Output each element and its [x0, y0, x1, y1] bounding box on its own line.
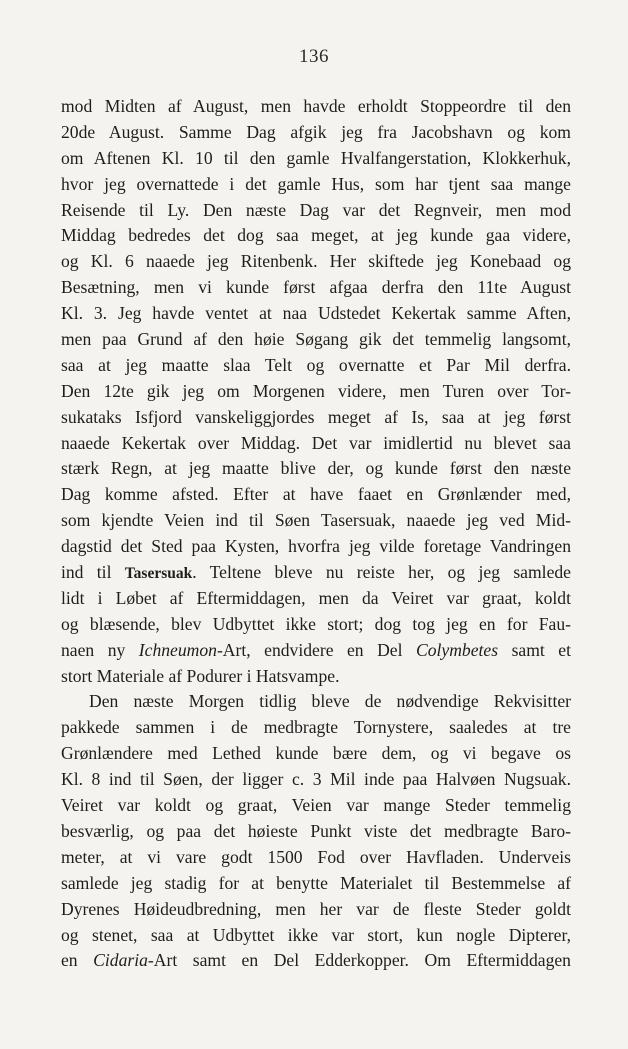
text-line — [61, 120, 571, 146]
text-segment: Kl. 8 ind til Søen, der ligger c. 3 Mil inde paa Halvøen Nugsuak. — [61, 769, 571, 790]
text-bold-term: Tasersuak — [124, 565, 193, 583]
text-line — [61, 223, 571, 249]
text-segment: Den næste Morgen tidlig bleve de nødvendige Rekvisitter — [89, 691, 571, 712]
text-segment: besværlig, og paa det høieste Punkt viste det medbragte Baro- — [61, 820, 571, 841]
text-segment: dagstid det Sted paa Kysten, hvorfra jeg vilde foretage Vandringen — [61, 536, 571, 557]
text-segment: 20de August. Samme Dag afgik jeg fra Jacobshavn og kom — [61, 121, 571, 142]
body-text — [61, 94, 571, 974]
text-line — [61, 456, 571, 482]
text-segment: Kl. 3. Jeg havde ventet at naa Udstedet Kekertak samme Aften, — [61, 303, 571, 324]
text-line — [61, 198, 571, 224]
text-segment: stort Materiale af Podurer i Hatsvampe. — [61, 665, 340, 686]
text-line — [61, 638, 571, 664]
text-segment: lidt i Løbet af Eftermiddagen, men da Veiret var graat, koldt — [61, 587, 571, 608]
text-line — [61, 689, 571, 715]
text-segment: meter, at vi vare godt 1500 Fod over Havfladen. Underveis — [61, 846, 571, 867]
text-segment: Den 12te gik jeg om Morgenen videre, men Turen over Tor- — [61, 380, 571, 401]
text-line — [61, 94, 571, 120]
text-line — [61, 353, 571, 379]
text-segment: samlede jeg stadig for at benytte Materialet til Bestemmelse af — [61, 872, 571, 893]
text-segment: Veiret var koldt og graat, Veien var mange Steder temmelig — [61, 795, 571, 816]
text-segment: naaede Kekertak over Middag. Det var imidlertid nu blevet saa — [61, 432, 571, 453]
text-segment: pakkede sammen i de medbragte Tornystere, saaledes at tre — [61, 717, 571, 738]
text-italic-term: Ichneumon — [138, 639, 217, 660]
text-line — [61, 897, 571, 923]
text-segment: som kjendte Veien ind til Søen Tasersuak, naaede jeg ved Mid- — [61, 510, 571, 531]
text-line — [61, 431, 571, 457]
text-line — [61, 664, 571, 690]
text-line — [61, 508, 571, 534]
text-line — [61, 482, 571, 508]
text-line — [61, 871, 571, 897]
text-line — [61, 534, 571, 560]
text-line — [61, 560, 571, 586]
text-line — [61, 793, 571, 819]
text-segment: ind til — [61, 562, 125, 583]
text-segment: Reisende til Ly. Den næste Dag var det Regnveir, men mod — [61, 199, 571, 220]
text-segment: Grønlændere med Lethed kunde bære dem, og vi begave os — [61, 743, 571, 764]
text-line — [61, 586, 571, 612]
text-italic-term: Colymbetes — [415, 639, 499, 660]
text-segment: og blæsende, blev Udbyttet ikke stort; dog tog jeg en for Fau- — [61, 613, 571, 634]
text-line — [61, 379, 571, 405]
text-segment: en — [61, 950, 94, 971]
text-segment: og stenet, saa at Udbyttet ikke var stort, kun nogle Dipterer, — [61, 924, 571, 945]
text-segment: sukataks Isfjord vanskeliggjordes meget af Is, saa at jeg først — [61, 406, 571, 427]
text-line — [61, 767, 571, 793]
text-segment: . Teltene bleve nu reiste her, og jeg samlede — [192, 562, 571, 583]
text-italic-term: Cidaria — [93, 950, 148, 971]
text-line — [61, 923, 571, 949]
text-segment: saa at jeg maatte slaa Telt og overnatte et Par Mil derfra. — [61, 354, 571, 375]
text-line — [61, 405, 571, 431]
page-number: 136 — [299, 46, 329, 67]
text-segment: om Aftenen Kl. 10 til den gamle Hvalfangerstation, Klokkerhuk, — [61, 147, 571, 168]
text-segment: og Kl. 6 naaede jeg Ritenbenk. Her skiftede jeg Konebaad og — [61, 251, 571, 272]
text-line — [61, 249, 571, 275]
text-segment: stærk Regn, at jeg maatte blive der, og kunde først den næste — [61, 458, 571, 479]
text-line — [61, 301, 571, 327]
text-line — [61, 146, 571, 172]
text-segment: -Art samt en Del Edderkopper. Om Eftermiddagen — [147, 950, 571, 971]
text-segment: naen ny — [61, 639, 139, 660]
text-line — [61, 741, 571, 767]
text-segment: Dyrenes Høideudbredning, men her var de fleste Steder goldt — [61, 898, 571, 919]
text-segment: Besætning, men vi kunde først afgaa derfra den 11te August — [61, 277, 571, 298]
text-segment: hvor jeg overnattede i det gamle Hus, som har tjent saa mange — [61, 173, 571, 194]
text-line — [61, 845, 571, 871]
text-segment: Dag komme afsted. Efter at have faaet en Grønlænder med, — [61, 484, 571, 505]
text-segment: Middag bedredes det dog saa meget, at jeg kunde gaa videre, — [61, 225, 571, 246]
text-segment: men paa Grund af den høie Søgang gik det temmelig langsomt, — [61, 329, 571, 350]
text-segment: -Art, endvidere en Del — [216, 639, 416, 660]
text-line — [61, 715, 571, 741]
text-line — [61, 612, 571, 638]
text-segment: samt et — [498, 639, 571, 660]
text-line — [61, 172, 571, 198]
text-line — [61, 819, 571, 845]
text-line — [61, 948, 571, 974]
text-line — [61, 275, 571, 301]
text-segment: mod Midten af August, men havde erholdt Stoppeordre til den — [61, 96, 571, 116]
text-line — [61, 327, 571, 353]
